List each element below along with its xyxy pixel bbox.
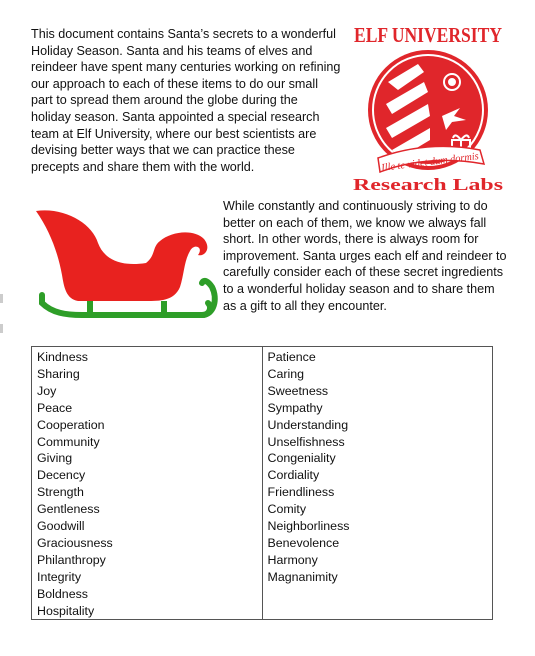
virtue-item: Understanding [267, 417, 349, 432]
margin-mark [0, 294, 3, 303]
virtue-item: Sympathy [267, 400, 323, 415]
virtue-item: Giving [37, 451, 73, 466]
virtues-left-column [32, 347, 262, 619]
virtues-right-column [262, 347, 493, 619]
virtue-item: Philanthropy [37, 552, 106, 567]
virtue-item: Unselfishness [267, 434, 345, 449]
margin-mark [0, 324, 3, 333]
virtue-item: Comity [267, 502, 307, 517]
virtue-item: Harmony [267, 552, 318, 567]
virtue-item: Integrity [37, 569, 82, 584]
virtue-item: Benevolence [267, 535, 340, 550]
second-paragraph: While constantly and continuously striving to do better on each of them, we know we always fall short. In other words, there is always room for improvement. Santa urges each elf and reindeer to carefully consider each of these secret ingredients to a wonderful holiday season and to share them as a gift to all they encounter. [223, 199, 507, 313]
virtue-item: Cordiality [267, 468, 320, 483]
virtue-item: Joy [37, 383, 57, 398]
virtue-item: Kindness [37, 350, 88, 364]
virtue-item: Gentleness [37, 502, 100, 517]
logo-ribbon-text: Ille te videt dum dormis [380, 150, 482, 174]
virtue-item: Strength [37, 485, 84, 500]
virtue-item: Community [37, 434, 100, 449]
virtue-item: Hospitality [37, 603, 95, 618]
virtue-item: Neighborliness [267, 519, 350, 534]
virtue-item: Sharing [37, 366, 80, 381]
virtues-table [31, 346, 493, 620]
virtue-item: Caring [267, 366, 305, 381]
virtue-item: Cooperation [37, 417, 105, 432]
virtue-item: Patience [267, 350, 316, 364]
virtue-item: Peace [37, 400, 73, 415]
virtue-item: Goodwill [37, 519, 85, 534]
virtue-item: Friendliness [267, 485, 335, 500]
virtue-item: Sweetness [267, 383, 329, 398]
virtue-item: Congeniality [267, 451, 336, 466]
elf-university-research-labs-logo [348, 12, 508, 194]
virtue-item: Graciousness [37, 535, 113, 550]
virtue-item: Magnanimity [267, 569, 338, 584]
sleigh-icon [34, 203, 218, 323]
virtue-item: Boldness [37, 586, 88, 601]
logo-bottom-text: Research Labs [353, 175, 504, 194]
virtue-item: Decency [37, 468, 86, 483]
logo-top-text: ELF UNIVERSITY [354, 23, 502, 47]
intro-paragraph: This document contains Santa’s secrets to a wonderful Holiday Season. Santa and his teams of elves and reindeer have spent many centuries working on refining our approach to each of these items to do our small part to spread them around the globe during the holiday season. Santa appointed a special research team at Elf University, where our best scientists are devising better ways that we can practice these precepts and share them with the world. [31, 27, 341, 174]
